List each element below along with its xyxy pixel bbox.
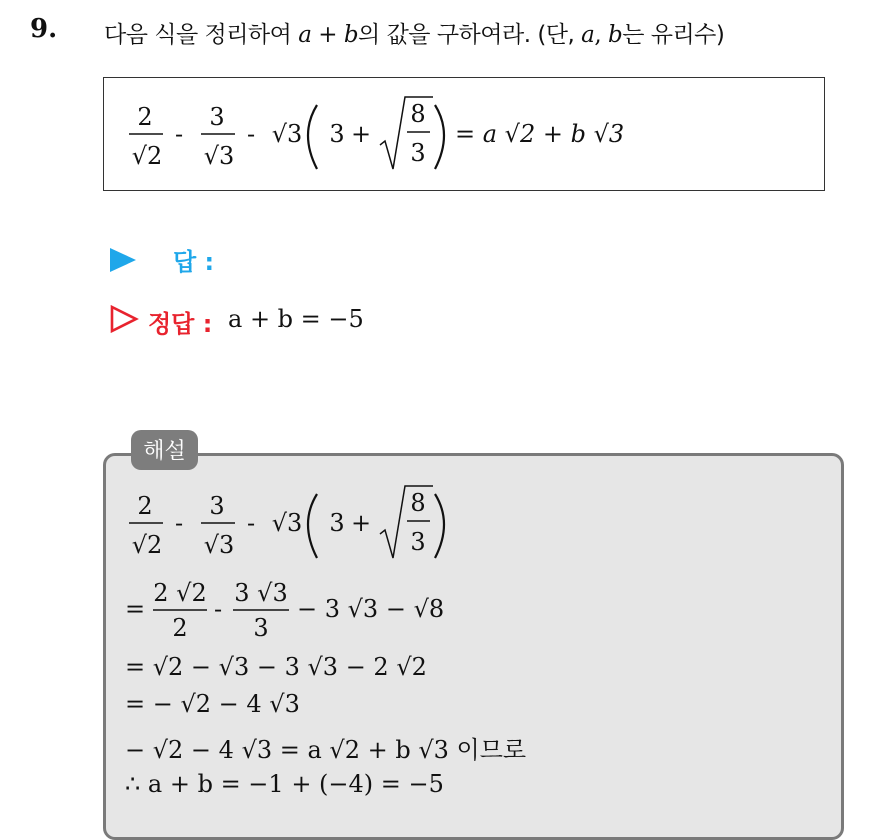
exp2-equals: = xyxy=(125,595,146,623)
explanation-line-5-math: − √2 − 4 √3 = a √2 + b √3 xyxy=(125,736,449,764)
exp2-frac2-numerator: 3 √3 xyxy=(234,579,288,607)
exp-frac1-numerator: 2 xyxy=(137,492,153,520)
exp-radical-denominator: 3 xyxy=(410,528,426,556)
exp-radical-numerator: 8 xyxy=(410,489,426,517)
explanation-line-3: = √2 − √3 − 3 √3 − 2 √2 xyxy=(125,653,427,681)
exp-frac2-numerator: 3 xyxy=(209,492,225,520)
question-text-after: 는 유리수) xyxy=(622,22,725,48)
cond-comma: , xyxy=(594,22,608,48)
answer-label: 답 : xyxy=(173,248,215,276)
correct-answer-value: a + b = −5 xyxy=(228,305,364,333)
exp-inner-three: 3 xyxy=(329,509,345,537)
plus-sign: + xyxy=(311,22,344,48)
frac1-denominator: √2 xyxy=(131,142,163,170)
answer-triangle-icon xyxy=(110,248,136,272)
frac1-numerator: 2 xyxy=(137,103,153,131)
problem-rhs: = a √2 + b √3 xyxy=(455,120,625,148)
question-text xyxy=(104,16,724,49)
frac2-denominator: √3 xyxy=(203,142,235,170)
inner-plus: + xyxy=(350,120,372,148)
question-text-before: 다음 식을 정리하여 xyxy=(104,22,299,48)
exp2-frac1-denominator: 2 xyxy=(172,614,188,642)
exp-coef-sqrt3: √3 xyxy=(271,509,303,537)
exp-op-minus-2: - xyxy=(246,509,256,537)
left-paren xyxy=(308,105,317,169)
correct-answer-label: 정답 : xyxy=(148,310,213,338)
op-minus-2: - xyxy=(246,120,256,148)
question-number: 9. xyxy=(30,14,58,44)
var-b: b xyxy=(343,22,359,48)
right-paren xyxy=(435,105,444,169)
explanation-line-5-text: 이므로 xyxy=(448,736,527,764)
explanation-line-1 xyxy=(103,480,503,570)
cond-var-b: b xyxy=(607,22,623,48)
radical-numerator: 8 xyxy=(410,100,426,128)
explanation-line-5 xyxy=(125,730,526,765)
exp2-frac1-numerator: 2 √2 xyxy=(153,579,207,607)
coef-sqrt3: √3 xyxy=(271,120,303,148)
explanation-line-2 xyxy=(103,573,523,645)
exp-op-minus-1: - xyxy=(174,509,184,537)
exp2-rest: − 3 √3 − √8 xyxy=(297,595,445,623)
inner-three: 3 xyxy=(329,120,345,148)
exp-frac1-denominator: √2 xyxy=(131,531,163,559)
cond-var-a: a xyxy=(581,22,595,48)
exp2-frac2-denominator: 3 xyxy=(253,614,269,642)
radical-denominator: 3 xyxy=(410,139,426,167)
exp-left-paren xyxy=(308,494,317,558)
correct-triangle-icon xyxy=(110,305,140,333)
op-minus-1: - xyxy=(174,120,184,148)
explanation-tab-label: 해설 xyxy=(143,439,186,464)
exp-inner-plus: + xyxy=(350,509,372,537)
question-text-mid: 의 값을 구하여라. (단, xyxy=(358,22,582,48)
var-a: a xyxy=(298,22,312,48)
exp-frac2-denominator: √3 xyxy=(203,531,235,559)
exp-right-paren xyxy=(435,494,444,558)
problem-equation xyxy=(103,77,825,191)
exp2-op-minus: - xyxy=(213,595,223,623)
explanation-line-6: ∴ a + b = −1 + (−4) = −5 xyxy=(125,770,444,798)
explanation-line-4: = − √2 − 4 √3 xyxy=(125,690,300,718)
frac2-numerator: 3 xyxy=(209,103,225,131)
